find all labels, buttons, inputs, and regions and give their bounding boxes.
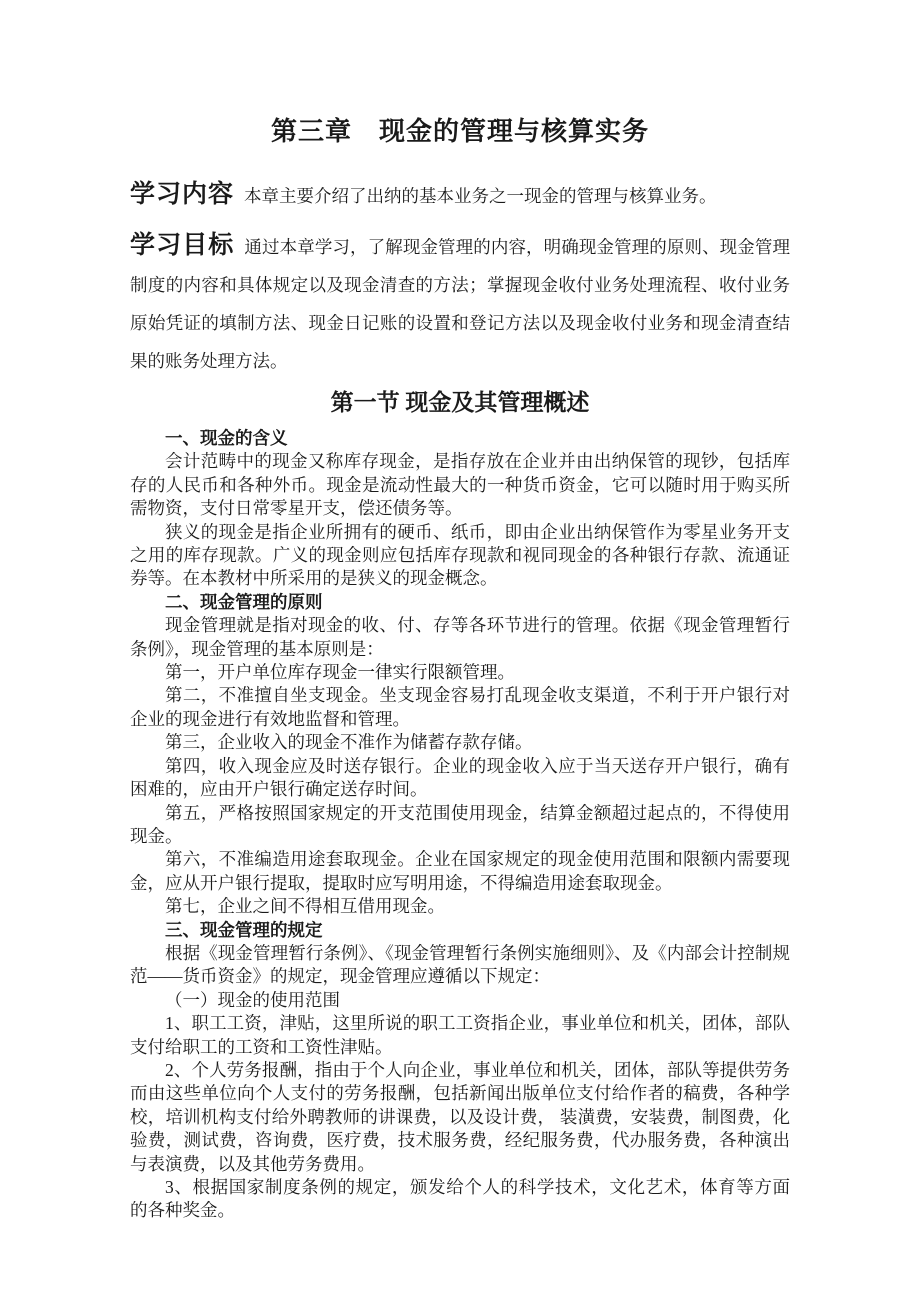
subheading-cash-principles: 二、现金管理的原则 bbox=[165, 591, 323, 612]
study-goal-block bbox=[130, 226, 790, 380]
paragraph: 第二，不准擅自坐支现金。坐支现金容易打乱现金收支渠道，不利于开户银行对企业的现金进行有效地监督和管理。 bbox=[130, 685, 790, 729]
subheading-cash-rules: 三、现金管理的规定 bbox=[165, 919, 323, 940]
study-content-block bbox=[130, 174, 790, 216]
paragraph: 第六，不准编造用途套取现金。企业在国家规定的现金使用范围和限额内需要现金，应从开户银行提取，提取时应写明用途，不得编造用途套取现金。 bbox=[130, 849, 790, 893]
paragraph: 会计范畴中的现金又称库存现金，是指存放在企业并由出纳保管的现钞，包括库存的人民币和各种外币。现金是流动性最大的一种货币资金，它可以随时用于购买所需物资，支付日常零星开支，偿还债务等。 bbox=[130, 451, 790, 519]
paragraph: 根据《现金管理暂行条例》、《现金管理暂行条例实施细则》、及《内部会计控制规范——货币资金》的规定，现金管理应遵循以下规定： bbox=[130, 942, 790, 987]
paragraph: 第七，企业之间不得相互借用现金。 bbox=[165, 896, 445, 917]
paragraph: （一）现金的使用范围 bbox=[165, 989, 340, 1010]
paragraph: 第四，收入现金应及时送存银行。企业的现金收入应于当天送存开户银行，确有困难的，应由开户银行确定送存时间。 bbox=[130, 755, 790, 800]
subheading-cash-meaning: 一、现金的含义 bbox=[165, 428, 288, 448]
study-goal-text: 通过本章学习，了解现金管理的内容，明确现金管理的原则、现金管理制度的内容和具体规定以及现金清查的方法；掌握现金收付业务处理流程、收付业务原始凭证的填制方法、现金日记账的设置和登记方法以及现金收付业务和现金清查结果的账务处理方法。 bbox=[130, 237, 790, 371]
study-goal-label: 学习目标 bbox=[130, 231, 235, 259]
section-title: 第一节 现金及其管理概述 bbox=[330, 390, 590, 415]
study-content-label: 学习内容 bbox=[130, 180, 235, 208]
paragraph: 第三，企业收入的现金不准作为储蓄存款存储。 bbox=[165, 732, 533, 753]
section-body bbox=[130, 427, 790, 1223]
paragraph: 第一，开户单位库存现金一律实行限额管理。 bbox=[165, 662, 515, 683]
chapter-title: 第三章 现金的管理与核算实务 bbox=[270, 117, 649, 146]
paragraph: 第五，严格按照国家规定的开支范围使用现金，结算金额超过起点的，不得使用现金。 bbox=[130, 802, 790, 846]
paragraph: 2、个人劳务报酬，指由于个人向企业，事业单位和机关，团体，部队等提供劳务而由这些单位向个人支付的劳务报酬，包括新闻出版单位支付给作者的稿费，各种学校，培训机构支付给外聘教师的讲课费，以及设计费， 装潢费，安装费，制图费，化验费，测试费，咨询费，医疗费，技术服务费，经纪服务费，代办服务费，各种演出与表演费，以及其他劳务费用。 bbox=[130, 1059, 790, 1174]
paragraph: 狭义的现金是指企业所拥有的硬币、纸币，即由企业出纳保管作为零星业务开支之用的库存现款。广义的现金则应包括库存现款和视同现金的各种银行存款、流通证券等。在本教材中所采用的是狭义的现金概念。 bbox=[130, 521, 790, 589]
paragraph: 3、根据国家制度条例的规定，颁发给个人的科学技术，文化艺术，体育等方面 的各种奖金。 bbox=[130, 1177, 790, 1221]
paragraph: 现金管理就是指对现金的收、付、存等各环节进行的管理。依据《现金管理暂行条例》，现金管理的基本原则是： bbox=[130, 615, 790, 659]
study-content-text: 本章主要介绍了出纳的基本业务之一现金的管理与核算业务。 bbox=[244, 186, 717, 206]
paragraph: 1、职工工资，津贴，这里所说的职工工资指企业，事业单位和机关，团体，部队 支付给职工的工资和工资性津贴。 bbox=[130, 1013, 790, 1057]
